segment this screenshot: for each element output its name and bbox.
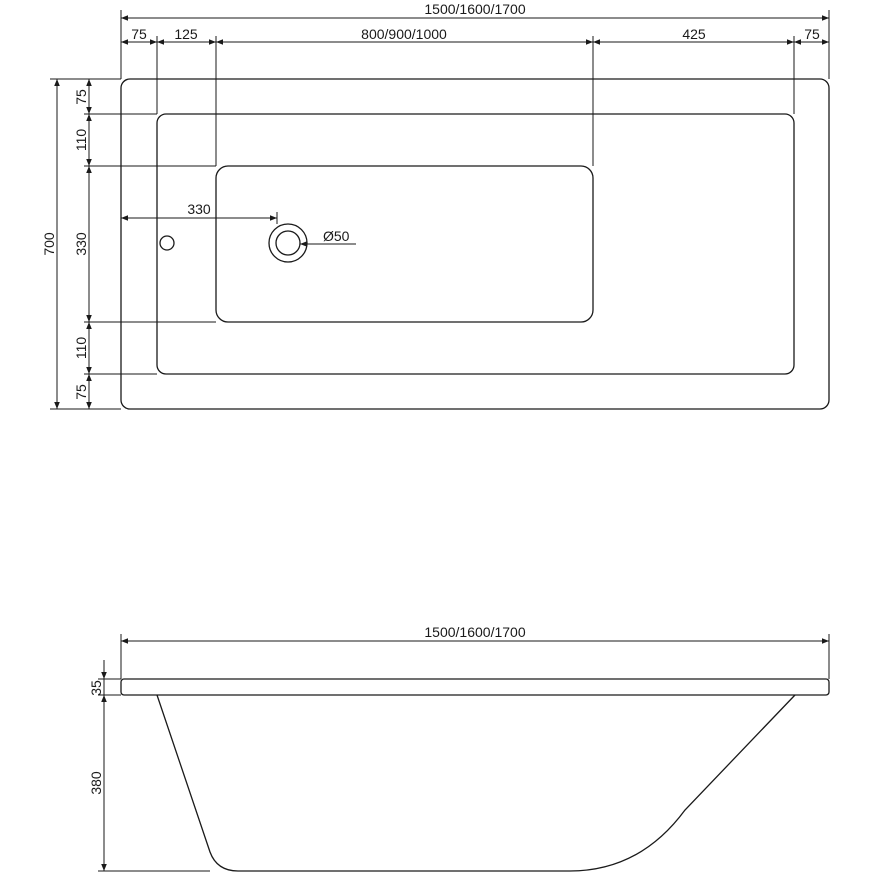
label-inner-length: 800/900/1000 bbox=[361, 26, 447, 42]
label-side-length: 1500/1600/1700 bbox=[424, 624, 526, 640]
drain-outlet bbox=[269, 224, 307, 262]
label-step-top: 110 bbox=[73, 128, 89, 152]
label-step-left: 125 bbox=[174, 26, 198, 42]
label-rim-top: 75 bbox=[73, 89, 89, 105]
label-drain-offset: 330 bbox=[187, 201, 211, 217]
label-overall-width: 700 bbox=[41, 232, 57, 256]
label-rim-right: 75 bbox=[804, 26, 820, 42]
label-rim-left: 75 bbox=[131, 26, 147, 42]
label-drain-diameter: Ø50 bbox=[323, 228, 350, 244]
overflow-hole bbox=[160, 236, 174, 250]
tub-step-outline bbox=[157, 114, 794, 374]
label-rim-bottom: 75 bbox=[73, 384, 89, 400]
top-view bbox=[41, 1, 829, 409]
label-depth: 380 bbox=[88, 771, 104, 795]
label-overall-length: 1500/1600/1700 bbox=[424, 1, 526, 17]
tub-basin-floor bbox=[216, 166, 593, 322]
tub-outer-rim bbox=[121, 79, 829, 409]
side-view bbox=[88, 624, 829, 871]
tub-rim-profile bbox=[121, 679, 829, 695]
label-step-right: 425 bbox=[682, 26, 706, 42]
tub-body-profile bbox=[157, 695, 795, 871]
label-inner-width: 330 bbox=[73, 232, 89, 256]
label-rim-height: 35 bbox=[88, 680, 104, 696]
label-step-bottom: 110 bbox=[73, 336, 89, 360]
